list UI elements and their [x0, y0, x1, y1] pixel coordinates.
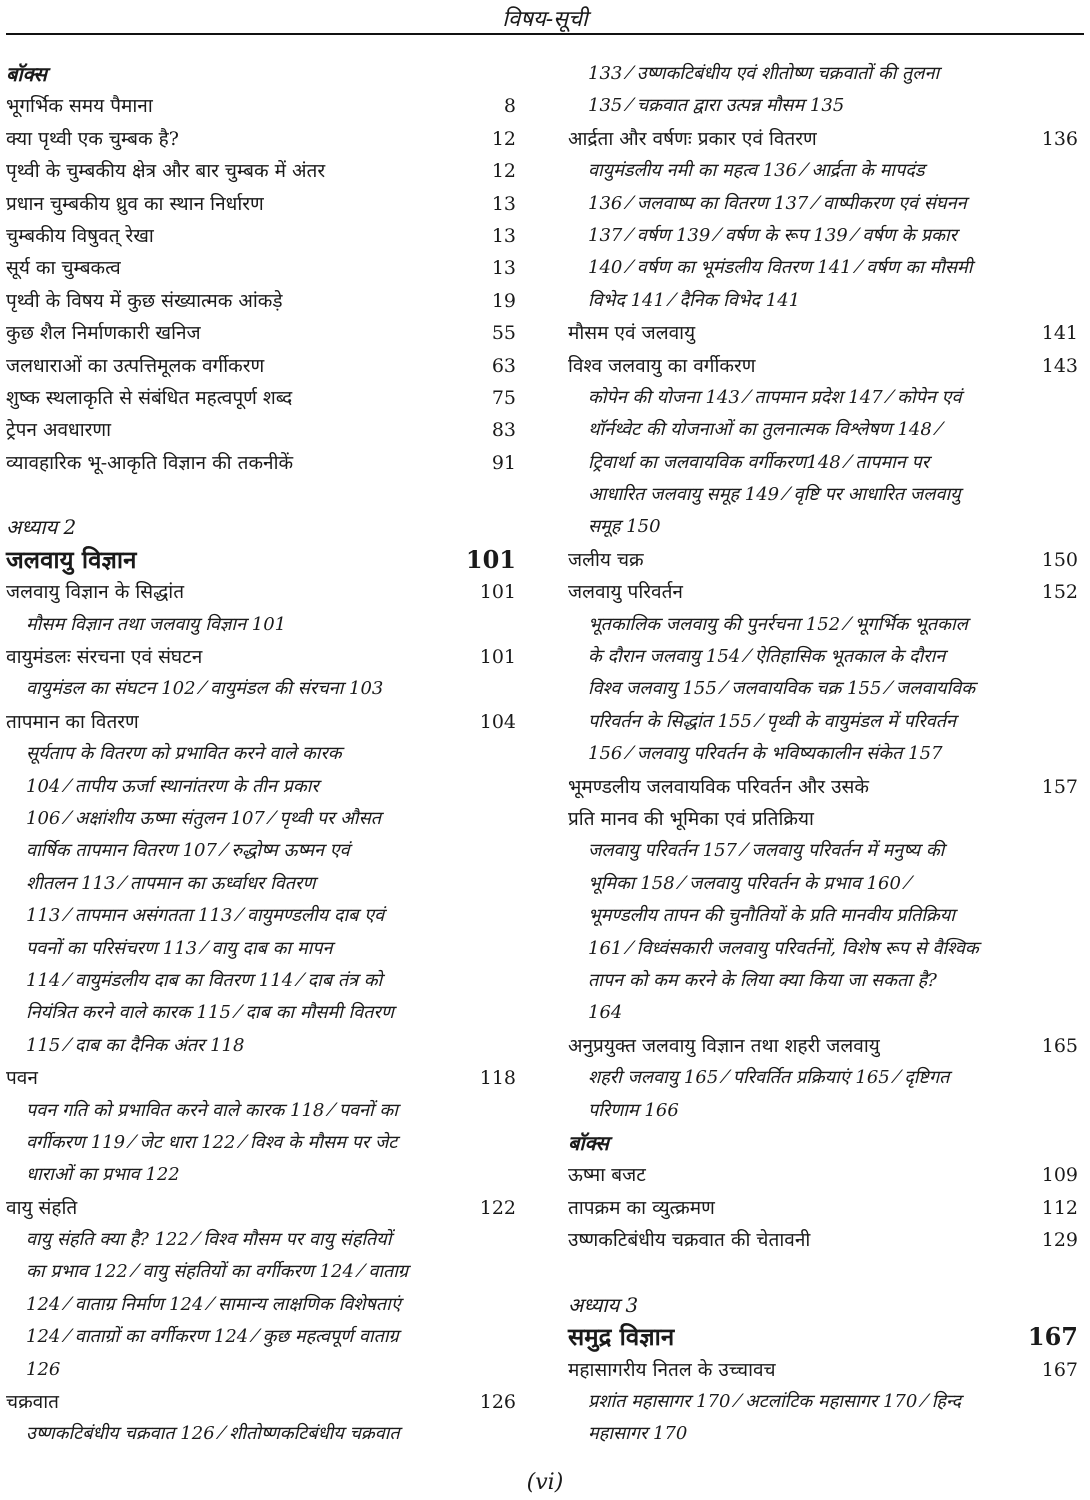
toc-subtopics-line: 137 ⁄ वर्षण 139 ⁄ वर्षण के रूप 139 ⁄ वर्षण के प्रकार [588, 224, 957, 246]
toc-subtopics-line: प्रशांत महासागर 170 ⁄ अटलांटिक महासागर 170 ⁄ हिन्द [588, 1391, 962, 1413]
toc-subtopics-line: वायुमंडलीय नमी का महत्व 136 ⁄ आर्द्रता के मापदंड [588, 160, 925, 182]
box-heading: बॉक्स [6, 62, 47, 86]
toc-section [6, 641, 516, 673]
toc-entry-title: शुष्क स्थलाकृति से संबंधित महत्वपूर्ण शब्द [6, 386, 293, 409]
box-entry [568, 1159, 1078, 1191]
toc-entry-page: 165 [1041, 1034, 1078, 1057]
toc-entry-title: तापक्रम का व्युत्क्रमण [568, 1196, 715, 1219]
toc-entry-title: आर्द्रता और वर्षणः प्रकार एवं वितरण [568, 127, 817, 150]
toc-subtopics-line: भूमिका 158 ⁄ जलवायु परिवर्तन के प्रभाव 160 ⁄ [588, 872, 910, 894]
toc-entry-title: सूर्य का चुम्बकत्व [6, 257, 121, 280]
toc-entry-page: 141 [1041, 322, 1078, 345]
toc-subtopics-line: 161 ⁄ विध्वंसकारी जलवायु परिवर्तनों, विशेष रूप से वैश्विक [588, 937, 979, 959]
toc-entry-page: 12 [491, 127, 516, 150]
toc-subtopics-line: भूतकालिक जलवायु की पुनर्रचना 152 ⁄ भूगर्भिक भूतकाल [588, 613, 968, 635]
spacer [6, 479, 516, 511]
toc-entry-title: पवन [6, 1067, 38, 1090]
toc-subtopics-line: विभेद 141 ⁄ दैनिक विभेद 141 [588, 289, 801, 311]
toc-section [6, 706, 516, 738]
toc-subtopics-line: के दौरान जलवायु 154 ⁄ ऐतिहासिक भूतकाल के दौरान [588, 646, 946, 668]
toc-subtopics-line: समूह 150 [588, 516, 661, 538]
toc-subtopics-line: ट्रिवार्था का जलवायविक वर्गीकरण148 ⁄ तापमान पर [588, 451, 930, 473]
toc-subtopics-line: 133 ⁄ उष्णकटिबंधीय एवं शीतोष्ण चक्रवातों की तुलना [588, 63, 940, 84]
toc-entry-page: 112 [1041, 1196, 1078, 1219]
toc-entry-title: मौसम एवं जलवायु [568, 322, 696, 345]
toc-subtopics-line: का प्रभाव 122 ⁄ वायु संहतियों का वर्गीकरण 124 ⁄ वाताग्र [26, 1261, 409, 1283]
toc-section [6, 576, 516, 608]
toc-subtopics-line: कोपेन की योजना 143 ⁄ तापमान प्रदेश 147 ⁄ कोपेन एवं [588, 386, 962, 408]
toc-section [568, 350, 1078, 382]
toc-subtopics-line: तापन को कम करने के लिया क्या किया जा सकता है? [588, 969, 937, 991]
chapter-page: 167 [1027, 1322, 1078, 1352]
toc-entry-page: 157 [1041, 775, 1078, 798]
toc-subtopics-line: आधारित जलवायु समूह 149 ⁄ वृष्टि पर आधारित जलवायु [588, 484, 961, 506]
toc-entry-page: 109 [1041, 1164, 1078, 1187]
toc-subtopics-line: परिणाम 166 [588, 1099, 679, 1121]
toc-subtopics-line: 106 ⁄ अक्षांशीय ऊष्मा संतुलन 107 ⁄ पृथ्वी पर औसत [26, 807, 382, 829]
toc-entry-page: 13 [491, 192, 516, 215]
box-entry [6, 252, 516, 284]
toc-entry-title: चुम्बकीय विषुवत् रेखा [6, 224, 154, 247]
toc-entry-page: 63 [491, 354, 516, 377]
toc-entry-page: 167 [1041, 1358, 1078, 1381]
toc-subtopics-line: 135 ⁄ चक्रवात द्वारा उत्पन्न मौसम 135 [588, 95, 845, 117]
toc-subtopics-line: धाराओं का प्रभाव 122 [26, 1164, 180, 1186]
toc-subtopics-line: नियंत्रित करने वाले कारक 115 ⁄ दाब का मौसमी वितरण [26, 1002, 394, 1024]
toc-section [568, 771, 1078, 803]
box-entry [6, 220, 516, 252]
box-entry [6, 90, 516, 122]
toc-section [568, 1030, 1078, 1062]
page-header [0, 0, 1090, 34]
toc-entry-page: 55 [491, 322, 516, 345]
toc-entry-page: 126 [479, 1391, 516, 1414]
toc-subtopics-line: 140 ⁄ वर्षण का भूमंडलीय वितरण 141 ⁄ वर्षण का मौसमी [588, 257, 973, 279]
chapter-heading [6, 544, 516, 576]
toc-entry-title: ट्रेपन अवधारणा [6, 419, 112, 442]
toc-entry-title: क्या पृथ्वी एक चुम्बक है? [6, 127, 179, 150]
box-entry [6, 155, 516, 187]
toc-subtopics-line: महासागर 170 [588, 1423, 688, 1445]
toc-entry-title: चक्रवात [6, 1391, 59, 1414]
toc-entry-title: महासागरीय नितल के उच्चावच [568, 1358, 776, 1381]
toc-subtopics-line: 104 ⁄ तापीय ऊर्जा स्थानांतरण के तीन प्रकार [26, 775, 319, 797]
toc-entry-title: कुछ शैल निर्माणकारी खनिज [6, 322, 201, 345]
toc-subtopics-line: भूमण्डलीय तापन की चुनौतियों के प्रति मानवीय प्रतिक्रिया [588, 905, 955, 927]
toc-subtopics-line: 113 ⁄ तापमान असंगतता 113 ⁄ वायुमण्डलीय दाब एवं [26, 905, 385, 927]
toc-subtopics-line: 115 ⁄ दाब का दैनिक अंतर 118 [26, 1034, 245, 1056]
toc-section [568, 576, 1078, 608]
toc-section [6, 1062, 516, 1094]
chapter-label: अध्याय 3 [568, 1292, 639, 1317]
toc-entry-title: पृथ्वी के चुम्बकीय क्षेत्र और बार चुम्बक में अंतर [6, 160, 326, 183]
toc-entry-page: 83 [491, 419, 516, 442]
toc-entry-page: 12 [491, 160, 516, 183]
toc-subtopics-line: जलवायु परिवर्तन 157 ⁄ जलवायु परिवर्तन में मनुष्य की [588, 840, 945, 862]
toc-entry-page: 101 [479, 581, 516, 604]
toc-entry-title: जलधाराओं का उत्पत्तिमूलक वर्गीकरण [6, 354, 265, 377]
box-entry [6, 123, 516, 155]
box-entry [6, 285, 516, 317]
box-entry [568, 1192, 1078, 1224]
box-entry [6, 382, 516, 414]
toc-section [568, 1354, 1078, 1386]
toc-subtopics-line: 114 ⁄ वायुमंडलीय दाब का वितरण 114 ⁄ दाब तंत्र को [26, 969, 383, 991]
toc-subtopics-line: विश्व जलवायु 155 ⁄ जलवायविक चक्र 155 ⁄ जलवायविक [588, 678, 976, 700]
chapter-heading [568, 1321, 1078, 1353]
box-entry [6, 188, 516, 220]
toc-subtopics-line: पवनों का परिसंचरण 113 ⁄ वायु दाब का मापन [26, 937, 333, 959]
box-entry [6, 350, 516, 382]
header-rule [6, 33, 1084, 35]
toc-entry-title: जलीय चक्र [568, 548, 644, 571]
toc-entry-page: 19 [491, 289, 516, 312]
toc-section [6, 1386, 516, 1418]
toc-entry-title: विश्व जलवायु का वर्गीकरण [568, 354, 756, 377]
toc-subtopics-line: परिवर्तन के सिद्धांत 155 ⁄ पृथ्वी के वायुमंडल में परिवर्तन [588, 710, 956, 732]
spacer [568, 1256, 1078, 1288]
toc-subtopics-line: 136 ⁄ जलवाष्प का वितरण 137 ⁄ वाष्पीकरण एवं संघनन [588, 192, 967, 214]
toc-entry-title: भूगर्भिक समय पैमाना [6, 95, 153, 118]
box-entry [6, 414, 516, 446]
toc-entry-title: जलवायु परिवर्तन [568, 581, 683, 604]
toc-entry-title: उष्णकटिबंधीय चक्रवात की चेतावनी [568, 1229, 811, 1252]
toc-entry-page: 122 [479, 1196, 516, 1219]
toc-entry-page: 91 [491, 451, 516, 474]
toc-section [6, 1192, 516, 1224]
toc-section [568, 317, 1078, 349]
toc-subtopics-line: वायु संहति क्या है? 122 ⁄ विश्व मौसम पर वायु संहतियों [26, 1229, 392, 1251]
toc-entry-title: वायु संहति [6, 1196, 78, 1219]
toc-entry-page: 104 [479, 710, 516, 733]
chapter-title: समुद्र विज्ञान [568, 1322, 675, 1352]
chapter-label: अध्याय 2 [6, 515, 77, 540]
toc-entry-page: 13 [491, 224, 516, 247]
toc-entry-page: 101 [479, 646, 516, 669]
right-column [568, 58, 1078, 1451]
left-column [6, 58, 516, 1451]
toc-subtopics-line: शीतलन 113 ⁄ तापमान का ऊर्ध्वाधर वितरण [26, 872, 316, 894]
box-entry [568, 1224, 1078, 1256]
box-heading: बॉक्स [568, 1130, 609, 1155]
toc-section [568, 544, 1078, 576]
toc-subtopics-line: 124 ⁄ वाताग्र निर्माण 124 ⁄ सामान्य लाक्षणिक विशेषताएं [26, 1293, 401, 1315]
toc-subtopics-line: 164 [588, 1002, 623, 1024]
toc-entry-page: 143 [1041, 354, 1078, 377]
box-entry [6, 317, 516, 349]
toc-subtopics-line: वार्षिक तापमान वितरण 107 ⁄ रुद्धोष्म ऊष्मन एवं [26, 840, 350, 862]
page-title: विषय-सूची [502, 7, 588, 32]
toc-entry-title: पृथ्वी के विषय में कुछ संख्यात्मक आंकड़े [6, 289, 283, 312]
toc-entry-title: अनुप्रयुक्त जलवायु विज्ञान तथा शहरी जलवायु [568, 1034, 880, 1057]
toc-entry-title: व्यावहारिक भू-आकृति विज्ञान की तकनीकें [6, 451, 294, 474]
toc-entry-page: 75 [491, 386, 516, 409]
toc-section-title-continued: प्रति मानव की भूमिका एवं प्रतिक्रिया [568, 807, 814, 830]
box-entry [6, 447, 516, 479]
page-number: (vi) [526, 1470, 564, 1495]
toc-section [568, 123, 1078, 155]
chapter-title: जलवायु विज्ञान [6, 544, 137, 574]
toc-entry-page: 150 [1041, 548, 1078, 571]
toc-entry-page: 118 [479, 1067, 516, 1090]
toc-entry-page: 129 [1041, 1229, 1078, 1252]
chapter-page: 101 [465, 544, 516, 574]
toc-entry-title: भूमण्डलीय जलवायविक परिवर्तन और उसके [568, 775, 869, 798]
toc-entry-title: जलवायु विज्ञान के सिद्धांत [6, 581, 185, 604]
toc-subtopics-line: 126 [26, 1358, 61, 1380]
toc-entry-title: तापमान का वितरण [6, 710, 139, 733]
toc-entry-page: 136 [1041, 127, 1078, 150]
toc-entry-page: 8 [503, 95, 516, 118]
toc-entry-page: 13 [491, 257, 516, 280]
toc-subtopics-line: शहरी जलवायु 165 ⁄ परिवर्तित प्रक्रियाएं 165 ⁄ दृष्टिगत [588, 1067, 950, 1089]
toc-subtopics-line: 156 ⁄ जलवायु परिवर्तन के भविष्यकालीन संकेत 157 [588, 743, 943, 765]
toc-subtopics-line: 124 ⁄ वाताग्रों का वर्गीकरण 124 ⁄ कुछ महत्वपूर्ण वाताग्र [26, 1326, 399, 1348]
toc-subtopics-line: पवन गति को प्रभावित करने वाले कारक 118 ⁄ पवनों का [26, 1099, 398, 1121]
toc-subtopics-line: मौसम विज्ञान तथा जलवायु विज्ञान 101 [26, 613, 287, 635]
toc-entry-title: वायुमंडलः संरचना एवं संघटन [6, 646, 203, 669]
toc-entry-page: 152 [1041, 581, 1078, 604]
toc-entry-title: प्रधान चुम्बकीय ध्रुव का स्थान निर्धारण [6, 192, 264, 215]
toc-subtopics-line: सूर्यताप के वितरण को प्रभावित करने वाले कारक [26, 743, 342, 765]
toc-subtopics-line: वायुमंडल का संघटन 102 ⁄ वायुमंडल की संरचना 103 [26, 678, 384, 700]
toc-subtopics-line: उष्णकटिबंधीय चक्रवात 126 ⁄ शीतोष्णकटिबंधीय चक्रवात [26, 1423, 400, 1445]
toc-subtopics-line: थॉर्नथ्वेट की योजनाओं का तुलनात्मक विश्लेषण 148 ⁄ [588, 419, 941, 441]
toc-subtopics-line: वर्गीकरण 119 ⁄ जेट धारा 122 ⁄ विश्व के मौसम पर जेट [26, 1131, 398, 1153]
toc-entry-title: ऊष्मा बजट [568, 1164, 646, 1187]
